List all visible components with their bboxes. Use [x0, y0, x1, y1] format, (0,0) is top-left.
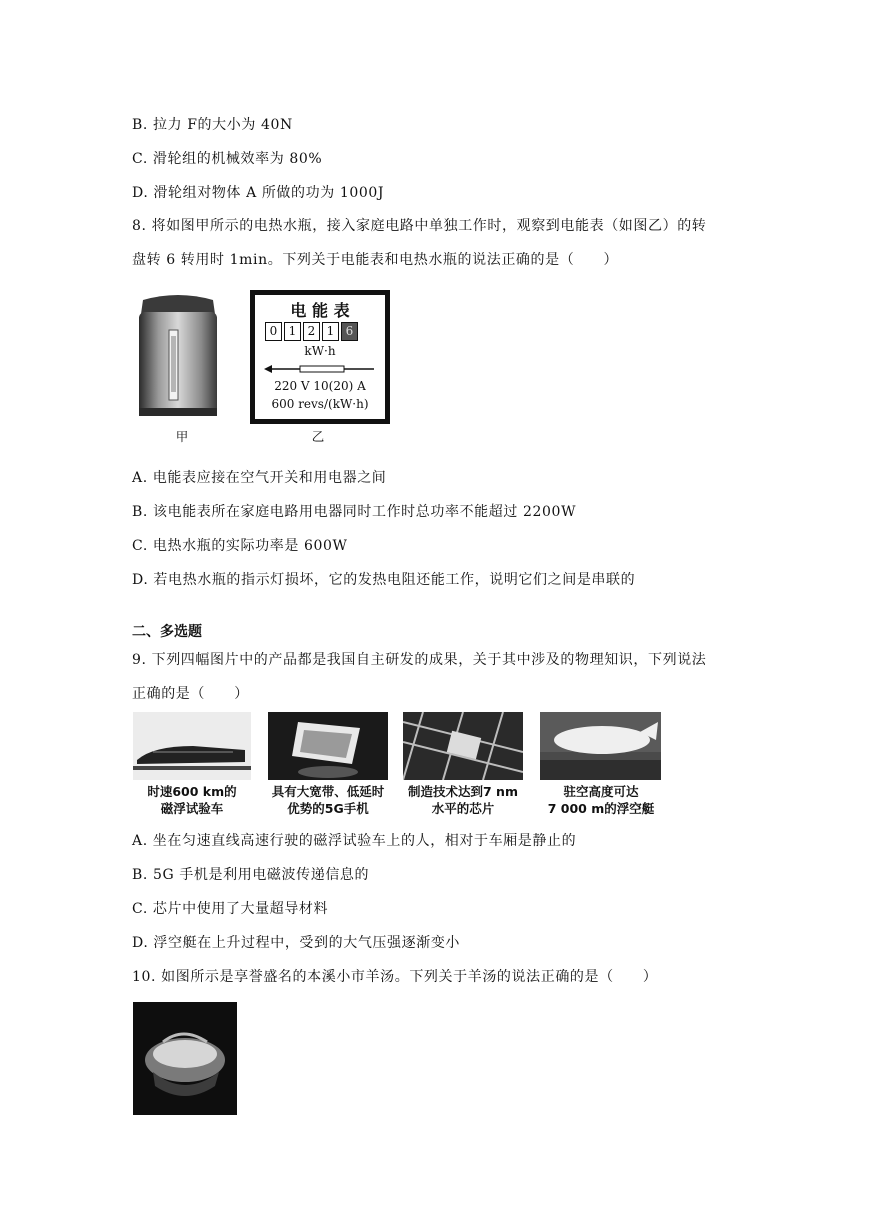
- meter-digit-decimal: 6: [341, 322, 358, 341]
- figure-label-yi: 乙: [311, 429, 325, 444]
- kettle-photo-image: [133, 290, 223, 420]
- electric-meter-figure: [250, 290, 390, 424]
- option-a-q9: A. 坐在匀速直线高速行驶的磁浮试验车上的人，相对于车厢是静止的: [132, 833, 577, 849]
- caption-airship: [538, 783, 664, 817]
- caption-5g-phone: [262, 783, 394, 817]
- maglev-train-photo: [133, 712, 251, 780]
- caption-line: 具有大宽带、低延时: [271, 784, 385, 799]
- electric-kettle-figure: [133, 290, 223, 420]
- caption-line: 磁浮试验车: [160, 801, 224, 816]
- option-b-q7: B. 拉力 F的大小为 40N: [132, 117, 293, 133]
- section-title-multiple-choice: 二、多选题: [132, 624, 202, 640]
- option-d-q9: D. 浮空艇在上升过程中，受到的大气压强逐渐变小: [132, 935, 461, 951]
- meter-title: 电 能 表: [290, 301, 350, 320]
- meter-digit: 2: [303, 322, 320, 341]
- question-8-stem-line1: 8. 将如图甲所示的电热水瓶，接入家庭电路中单独工作时，观察到电能表（如图乙）的转: [132, 218, 707, 234]
- caption-line: 制造技术达到7 nm: [408, 784, 518, 799]
- meter-digit: 1: [322, 322, 339, 341]
- meter-digits: [265, 322, 358, 341]
- caption-line: 水平的芯片: [431, 801, 495, 816]
- option-c-q8: C. 电热水瓶的实际功率是 600W: [132, 538, 348, 554]
- meter-rating: 220 V 10(20) A: [274, 379, 366, 393]
- caption-maglev: [133, 783, 251, 817]
- chip-photo: [403, 712, 523, 780]
- caption-line: 驻空高度可达: [563, 784, 639, 799]
- option-d-q7: D. 滑轮组对物体 A 所做的功为 1000J: [132, 185, 385, 201]
- option-b-q9: B. 5G 手机是利用电磁波传递信息的: [132, 867, 370, 883]
- mutton-soup-photo: [133, 1002, 237, 1115]
- figure-label-jia: 甲: [175, 429, 189, 444]
- option-d-q8: D. 若电热水瓶的指示灯损坏，它的发热电阻还能工作，说明它们之间是串联的: [132, 572, 636, 588]
- question-9-stem-line1: 9. 下列四幅图片中的产品都是我国自主研发的成果，关于其中涉及的物理知识，下列说法: [132, 652, 707, 668]
- meter-digit: 0: [265, 322, 282, 341]
- option-c-q7: C. 滑轮组的机械效率为 80%: [132, 151, 323, 167]
- question-9-stem-line2: 正确的是（ ）: [132, 686, 249, 702]
- caption-line: 优势的5G手机: [287, 801, 369, 816]
- caption-chip: [400, 783, 526, 817]
- 5g-phone-photo: [268, 712, 388, 780]
- meter-constant: 600 revs/(kW·h): [271, 397, 369, 411]
- option-a-q8: A. 电能表应接在空气开关和用电器之间: [132, 470, 387, 486]
- airship-photo: [540, 712, 661, 780]
- meter-arrow-icon: [262, 363, 378, 375]
- option-b-q8: B. 该电能表所在家庭电路用电器同时工作时总功率不能超过 2200W: [132, 504, 577, 520]
- caption-line: 7 000 m的浮空艇: [547, 801, 655, 816]
- option-c-q9: C. 芯片中使用了大量超导材料: [132, 901, 329, 917]
- question-10-stem: 10. 如图所示是享誉盛名的本溪小市羊汤。下列关于羊汤的说法正确的是（ ）: [132, 969, 658, 985]
- meter-unit: kW·h: [304, 344, 336, 358]
- question-8-stem-line2: 盘转 6 转用时 1min。下列关于电能表和电热水瓶的说法正确的是（ ）: [132, 252, 619, 268]
- meter-digit: 1: [284, 322, 301, 341]
- caption-line: 时速600 km的: [147, 784, 237, 799]
